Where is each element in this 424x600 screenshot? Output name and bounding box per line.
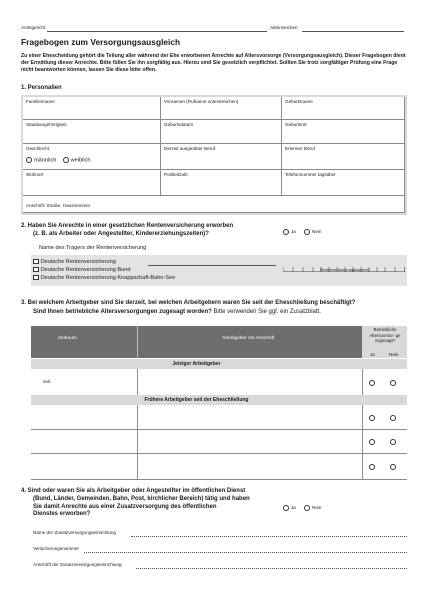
kbs-label: Deutsche Rentenversicherung Knappschaft-Bahn-See	[40, 275, 176, 281]
col-ja: Ja	[370, 352, 375, 357]
staatsangehoerigkeit-label: Staatsangehörigkeit	[26, 122, 67, 127]
bund-checkbox[interactable]	[33, 267, 39, 273]
section4-nein-radio[interactable]	[304, 505, 310, 511]
section4-ja-option	[283, 505, 296, 511]
geburtsort-label: Geburtsort	[285, 122, 307, 127]
traeger-label: Name des Trägers der Rentenversicherung	[39, 245, 147, 251]
section2-question-line2: (z. B. als Arbeiter oder Angestellter, Kindererziehungszeiten)?	[33, 231, 209, 237]
beruf-erlernt-field[interactable]	[282, 144, 405, 170]
geburtsort-field[interactable]	[282, 120, 405, 144]
section4-line3: Sie damit Anrechte aus einer Zusatzversorgung des öffentlichen	[33, 503, 217, 510]
vornamen-field[interactable]	[161, 97, 282, 120]
traeger-options	[33, 258, 175, 282]
row-divider	[137, 369, 138, 395]
section2-ja-option	[283, 229, 296, 235]
familienname-label: Familienname	[26, 99, 55, 104]
jetziger-nein-radio[interactable]	[390, 380, 396, 386]
intro-text: Zu einer Ehescheidung gehört die Teilung aller während der Ehe erworbenen Anrechte auf Altersvorsorge (Versorgungsausgleich). Dieser Fragebogen dient der Ermittlung dieser Anrechte. Bitte füllen Sie ihn sorgfältig aus. Hierzu sind Sie gesetzlich verpflichtet. Sollten Sie trotz sorgfältiger Prüfung eine Frage nicht beantworten können, lassen Sie diese bitte offen.	[21, 53, 406, 74]
zv-anschrift-label: Anschrift der Zusatzversorgungseinrichtung	[33, 562, 122, 567]
col-zeitraum: Zeitraum	[58, 336, 77, 341]
section2-nein-option	[304, 229, 321, 235]
section4-question	[21, 488, 250, 519]
table-row[interactable]	[31, 453, 407, 480]
section1-heading: 1. Personalien	[21, 85, 62, 91]
zv-name-label: Name der Zusatzversorgungseinrichtung	[33, 530, 116, 535]
jetziger-label: Jetziger Arbeitgeber	[172, 361, 221, 367]
row-divider	[362, 405, 363, 479]
amtsgericht-label: Amtsgericht	[21, 25, 46, 30]
section4-line4: Dienstes erworben?	[33, 511, 91, 518]
row-divider	[137, 405, 138, 479]
beruf-derzeit-field[interactable]	[161, 144, 282, 170]
col-arbeitgeber: Arbeitgeber mit Anschrift	[222, 336, 275, 341]
staatsangehoerigkeit-field[interactable]	[23, 120, 161, 144]
postleitzahl-label: Postleitzahl	[164, 172, 188, 177]
vornamen-label: Vornamen (Rufname unterstreichen)	[164, 99, 239, 104]
header-divider	[137, 326, 138, 358]
section2-nein-label: Nein	[312, 229, 322, 235]
section4-nein-label: Nein	[312, 505, 322, 511]
maennlich-radio[interactable]	[26, 157, 32, 163]
anschrift-label: Anschrift: Straße, Hausnummer	[26, 203, 91, 208]
geburtsname-label: Geburtsname	[285, 99, 313, 104]
section4-nein-option	[304, 505, 321, 511]
weiblich-label: weiblich	[70, 157, 91, 164]
fruehere-label: Frühere Arbeitgeber seit der Eheschließung	[144, 397, 249, 403]
geburtsname-field[interactable]	[282, 97, 405, 120]
geburtsdatum-label: Geburtsdatum	[164, 122, 194, 127]
section2-nein-radio[interactable]	[304, 229, 310, 235]
section4-line2: (Bund, Länder, Gemeinden, Bahn, Post, kirchlicher Bereich) tätig und haben	[33, 495, 250, 502]
section3-question-line2	[33, 309, 321, 315]
table-row[interactable]	[31, 405, 407, 430]
row-divider	[362, 369, 363, 395]
beruf-erlernt-label: Erlernter Beruf	[285, 146, 315, 151]
section3-question: 3. Bei welchem Arbeitgeber sind Sie derzeit, bei welchen Arbeitgebern waren Sie seit der Eheschließung beschäftigt?	[21, 300, 356, 306]
geschlecht-label: Geschlecht	[26, 146, 49, 151]
beruf-derzeit-label: Derzeit ausgeübter Beruf	[164, 146, 216, 151]
frueher1-nein-radio[interactable]	[390, 415, 396, 421]
telefon-label: Telefonnummer tagsüber	[285, 172, 336, 177]
postleitzahl-field[interactable]	[161, 170, 282, 196]
section2-ja-radio[interactable]	[283, 229, 289, 235]
frueher2-nein-radio[interactable]	[390, 439, 396, 445]
page-title: Fragebogen zum Versorgungsausgleich	[21, 37, 181, 47]
section3-question-normal: Bitte verwenden Sie ggf. ein Zusatzblatt.	[211, 309, 321, 315]
zv-nummer-label: Versicherungsnummer	[33, 546, 79, 551]
drv-checkbox[interactable]	[33, 259, 39, 265]
traeger-option-bund[interactable]	[33, 266, 175, 274]
familienname-field[interactable]	[23, 97, 161, 120]
section4-ja-radio[interactable]	[283, 505, 289, 511]
section4-ja-label: Ja	[291, 505, 296, 511]
section3-question-bold: Sind Ihnen betriebliche Altersversorgungen zugesagt worden?	[33, 309, 212, 315]
zv-anschrift-field[interactable]	[136, 568, 407, 569]
section4-line1: 4. Sind oder waren Sie als Arbeitgeber oder Angestellter im öffentlichen Dienst	[21, 488, 246, 494]
maennlich-label: männlich	[34, 157, 57, 164]
zv-name-field[interactable]	[131, 536, 407, 537]
versicherungsnummer-label: Rentenversicherungsnummer	[320, 268, 370, 272]
versicherungsnummer-field[interactable]	[283, 259, 405, 266]
geschlecht-field	[23, 144, 161, 170]
jetziger-ja-radio[interactable]	[369, 380, 375, 386]
geburtsdatum-field[interactable]	[161, 120, 282, 144]
frueher3-nein-radio[interactable]	[390, 464, 396, 470]
table-header-bar	[31, 326, 362, 358]
wohnort-label: Wohnort	[26, 172, 44, 177]
col-betrieblich: Betriebliche Altersvorsor- ge zugesagt?	[369, 327, 401, 344]
table-row[interactable]	[31, 369, 407, 396]
frueher1-ja-radio[interactable]	[369, 415, 375, 421]
weiblich-radio[interactable]	[63, 157, 69, 163]
section2-ja-label: Ja	[291, 229, 296, 235]
zv-nummer-field[interactable]	[84, 552, 407, 553]
seit-label: seit	[43, 380, 51, 385]
bund-label: Deutsche Rentenversicherung Bund	[40, 267, 131, 273]
table-row[interactable]	[31, 429, 407, 454]
drv-name-line[interactable]	[148, 265, 276, 266]
traeger-option-kbs[interactable]	[33, 274, 175, 282]
aktenzeichen-label: Aktenzeichen	[270, 25, 298, 30]
wohnort-field[interactable]	[23, 170, 161, 196]
amtsgericht-field[interactable]	[47, 31, 267, 32]
telefon-field[interactable]	[282, 170, 405, 196]
aktenzeichen-field[interactable]	[302, 31, 404, 32]
anschrift-field[interactable]	[23, 196, 405, 213]
frueher2-ja-radio[interactable]	[369, 439, 375, 445]
col-nein: Nein	[389, 352, 399, 357]
section2-question: 2. Haben Sie Anrechte in einer gesetzlichen Rentenversicherung erworben	[21, 223, 234, 229]
kbs-checkbox[interactable]	[33, 275, 39, 281]
frueher3-ja-radio[interactable]	[369, 464, 375, 470]
drv-label: Deutsche Rentenversicherung	[40, 259, 116, 265]
